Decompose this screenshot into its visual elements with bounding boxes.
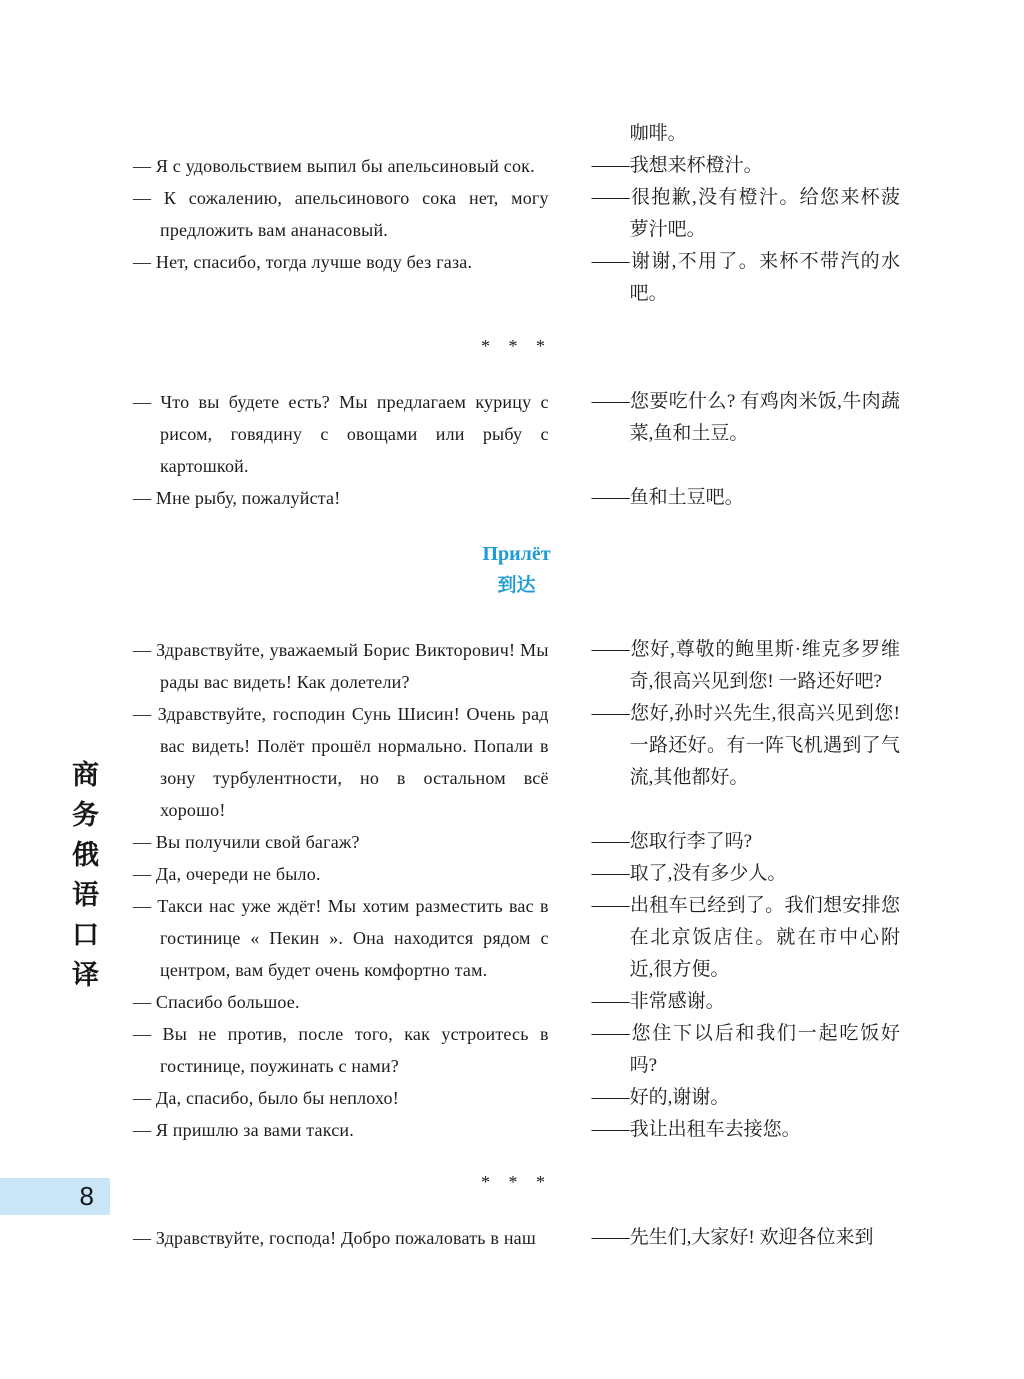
dialogue-row bbox=[133, 386, 900, 482]
chinese-utterance: ——您住下以后和我们一起吃饭好吗? bbox=[591, 1023, 900, 1076]
dialogue-row bbox=[133, 1018, 900, 1082]
russian-utterance: — Мне рыбу, пожалуйста! bbox=[133, 488, 341, 508]
section-separator: * * * bbox=[481, 1172, 552, 1192]
russian-utterance: — Да, спасибо, было бы неплохо! bbox=[133, 1088, 399, 1108]
section-heading-chinese: 到达 bbox=[497, 575, 536, 596]
section-heading-russian: Прилёт bbox=[482, 543, 551, 565]
dialogue-row bbox=[133, 482, 900, 514]
russian-utterance: — Здравствуйте, уважаемый Борис Викторович! Мы рады вас видеть! Как долетели? bbox=[133, 640, 549, 692]
chinese-utterance: ——您要吃什么? 有鸡肉米饭,牛肉蔬菜,鱼和土豆。 bbox=[591, 391, 900, 444]
chinese-utterance: ——您取行李了吗? bbox=[591, 831, 753, 852]
russian-utterance: — Спасибо большое. bbox=[133, 992, 300, 1012]
chinese-utterance: ——非常感谢。 bbox=[591, 991, 725, 1012]
chinese-utterance: ——先生们,大家好! 欢迎各位来到 bbox=[591, 1227, 874, 1248]
dialogue-row bbox=[133, 1114, 900, 1146]
chinese-utterance: ——谢谢,不用了。来杯不带汽的水吧。 bbox=[591, 251, 900, 304]
russian-utterance: — Вы не против, после того, как устроитесь в гостинице, поужинать с нами? bbox=[133, 1024, 549, 1076]
dialogue-content bbox=[133, 118, 900, 1254]
russian-utterance: — Я с удовольствием выпил бы апельсиновый сок. bbox=[133, 156, 535, 176]
russian-utterance: — Я пришлю за вами такси. bbox=[133, 1120, 354, 1140]
section-heading bbox=[133, 538, 900, 602]
chinese-utterance: ——您好,尊敬的鲍里斯·维克多罗维奇,很高兴见到您! 一路还好吧? bbox=[591, 639, 900, 692]
dialogue-row bbox=[133, 986, 900, 1018]
dialogue-row bbox=[133, 150, 900, 182]
russian-utterance: — Нет, спасибо, тогда лучше воду без газа. bbox=[133, 252, 473, 272]
book-title-vertical: 商务俄语口译 bbox=[68, 760, 98, 1000]
chinese-utterance: ——很抱歉,没有橙汁。给您来杯菠萝汁吧。 bbox=[591, 187, 900, 240]
dialogue-row bbox=[133, 246, 900, 310]
section-separator: * * * bbox=[481, 336, 552, 356]
dialogue-row bbox=[133, 634, 900, 698]
chinese-utterance: ——我想来杯橙汁。 bbox=[591, 155, 763, 176]
russian-utterance: — К сожалению, апельсинового сока нет, могу предложить вам ананасовый. bbox=[133, 188, 549, 240]
dialogue-row bbox=[133, 1082, 900, 1114]
dialogue-row bbox=[133, 118, 900, 150]
russian-utterance: — Такси нас уже ждёт! Мы хотим разместить вас в гостинице « Пекин ». Она находится рядом с центром, вам будет очень комфортно там. bbox=[133, 896, 549, 980]
page-number-badge: 8 bbox=[0, 1178, 110, 1215]
dialogue-row bbox=[133, 826, 900, 858]
dialogue-row bbox=[133, 1222, 900, 1254]
dialogue-row bbox=[133, 890, 900, 986]
russian-utterance: — Здравствуйте, господа! Добро пожаловать в наш bbox=[133, 1228, 536, 1248]
chinese-utterance: ——鱼和土豆吧。 bbox=[591, 487, 744, 508]
russian-utterance: — Да, очереди не было. bbox=[133, 864, 321, 884]
chinese-utterance: ——我让出租车去接您。 bbox=[591, 1119, 801, 1140]
dialogue-row bbox=[133, 698, 900, 826]
dialogue-row bbox=[133, 182, 900, 246]
chinese-utterance: 咖啡。 bbox=[629, 123, 687, 144]
chinese-utterance: ——出租车已经到了。我们想安排您在北京饭店住。就在市中心附近,很方便。 bbox=[591, 895, 900, 980]
chinese-utterance: ——好的,谢谢。 bbox=[591, 1087, 730, 1108]
chinese-utterance: ——取了,没有多少人。 bbox=[591, 863, 787, 884]
russian-utterance: — Вы получили свой багаж? bbox=[133, 832, 360, 852]
dialogue-row bbox=[133, 858, 900, 890]
russian-utterance: — Что вы будете есть? Мы предлагаем курицу с рисом, говядину с овощами или рыбу с картошкой. bbox=[133, 392, 549, 476]
chinese-utterance: ——您好,孙时兴先生,很高兴见到您! 一路还好。有一阵飞机遇到了气流,其他都好。 bbox=[591, 703, 900, 788]
russian-utterance: — Здравствуйте, господин Сунь Шисин! Очень рад вас видеть! Полёт прошёл нормально. Попали в зону турбулентности, но в остальном всё хорошо! bbox=[133, 704, 549, 820]
